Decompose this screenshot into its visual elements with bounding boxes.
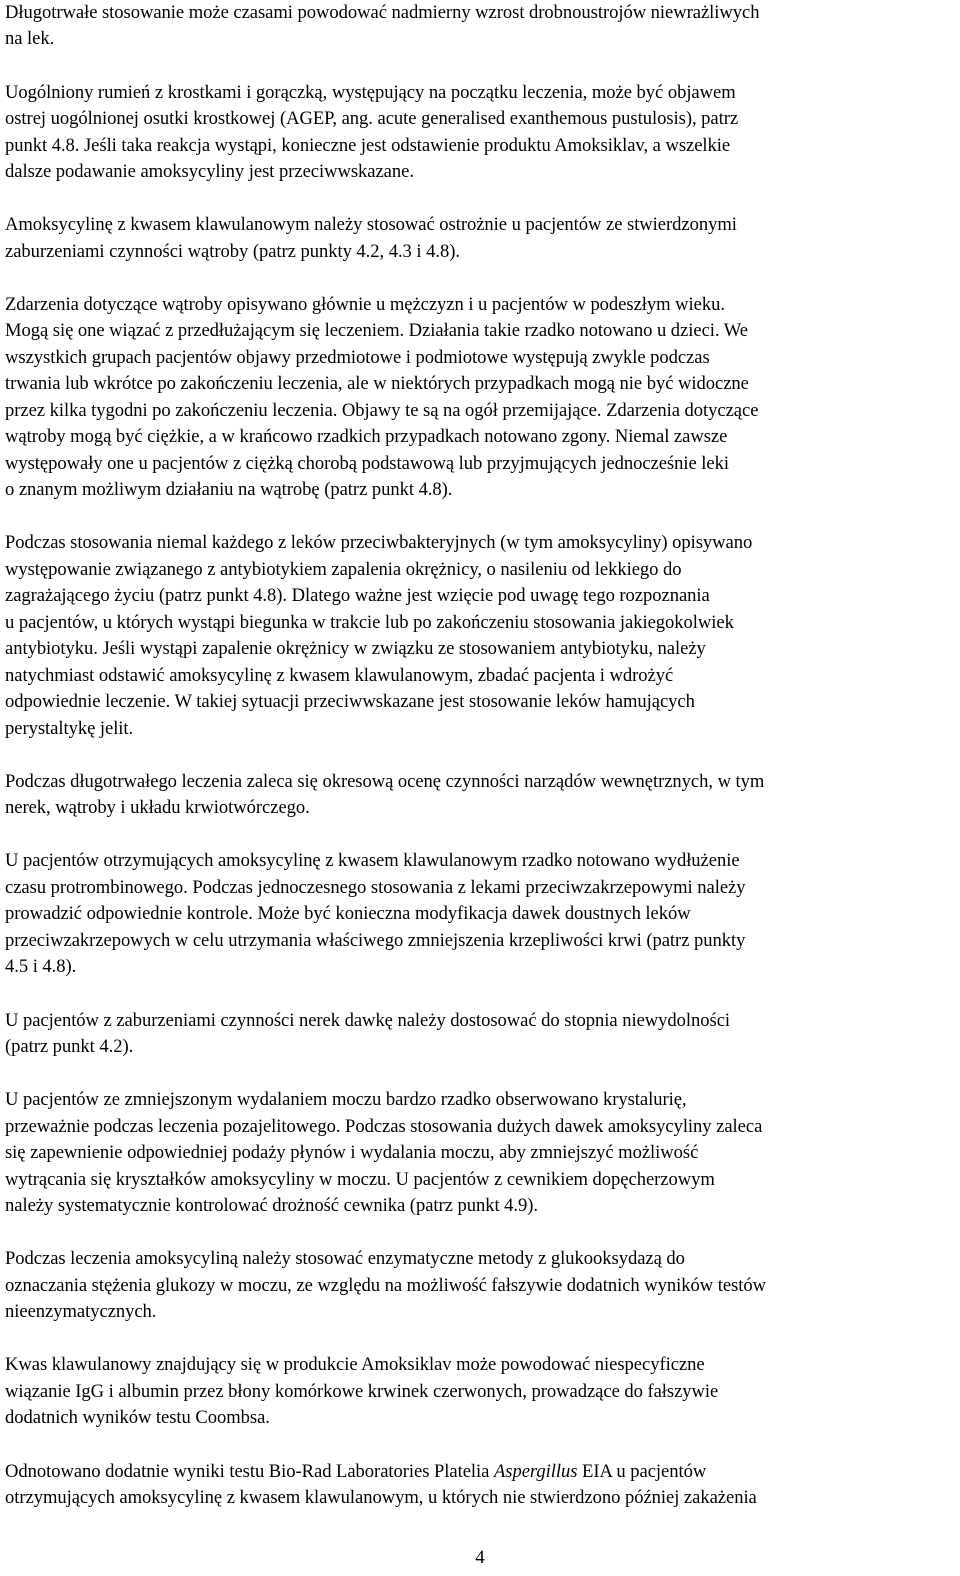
p1-line-2: na lek. xyxy=(5,28,55,49)
p9-line-1: U pacjentów ze zmniejszonym wydalaniem moczu bardzo rzadko obserwowano krystalurię, xyxy=(5,1089,687,1110)
p12-line-1-start: Odnotowano dodatnie wyniki testu Bio-Rad Laboratories Platelia xyxy=(5,1461,494,1482)
p5-line-5: antybiotyku. Jeśli wystąpi zapalenie okrężnicy w związku ze stosowaniem antybiotyku, należy xyxy=(5,638,706,659)
p9-line-4: wytrącania się kryształków amoksycyliny w moczu. U pacjentów z cewnikiem dopęcherzowym xyxy=(5,1169,715,1190)
p8-line-1: U pacjentów z zaburzeniami czynności nerek dawkę należy dostosować do stopnia niewydolności xyxy=(5,1010,731,1031)
p5-line-2: występowanie związanego z antybiotykiem zapalenia okrężnicy, o nasileniu od lekkiego do xyxy=(5,559,682,580)
p9-line-5: należy systematycznie kontrolować drożność cewnika (patrz punkt 4.9). xyxy=(5,1195,538,1216)
p4-line-5: przez kilka tygodni po zakończeniu leczenia. Objawy te są na ogół przemijające. Zdarzenia dotyczące xyxy=(5,400,759,421)
p9-line-3: się zapewnienie odpowiedniej podaży płynów i wydalania moczu, aby zmniejszyć możliwość xyxy=(5,1142,699,1163)
p7-line-4: przeciwzakrzepowych w celu utrzymania właściwego zmniejszenia krzepliwości krwi (patrz punkty xyxy=(5,930,746,951)
p3-line-2: zaburzeniami czynności wątroby (patrz punkty 4.2, 4.3 i 4.8). xyxy=(5,241,460,262)
p7-line-2: czasu protrombinowego. Podczas jednoczesnego stosowania z lekami przeciwzakrzepowymi należy xyxy=(5,877,746,898)
p5-line-1: Podczas stosowania niemal każdego z leków przeciwbakteryjnych (w tym amoksycyliny) opisywano xyxy=(5,532,753,553)
p4-line-1: Zdarzenia dotyczące wątroby opisywano głównie u mężczyzn i u pacjentów w podeszłym wieku. xyxy=(5,294,725,315)
p4-line-3: wszystkich grupach pacjentów objawy przedmiotowe i podmiotowe występują zwykle podczas xyxy=(5,347,710,368)
p2-line-4: dalsze podawanie amoksycyliny jest przeciwwskazane. xyxy=(5,161,414,182)
p12-line-2: otrzymujących amoksycylinę z kwasem klawulanowym, u których nie stwierdzono później zakażenia xyxy=(5,1487,757,1508)
p10-line-1: Podczas leczenia amoksycyliną należy stosować enzymatyczne metody z glukooksydazą do xyxy=(5,1248,685,1269)
p7-line-3: prowadzić odpowiednie kontrole. Może być konieczna modyfikacja dawek doustnych leków xyxy=(5,903,691,924)
p12-line-1-italic: Aspergillus xyxy=(493,1461,578,1482)
p2-line-1: Uogólniony rumień z krostkami i gorączką, występujący na początku leczenia, może być objawem xyxy=(5,82,736,103)
p2-line-2: ostrej uogólnionej osutki krostkowej (AGEP, ang. acute generalised exanthemous pustulosis), patrz xyxy=(5,108,739,129)
p1-line-1: Długotrwałe stosowanie może czasami powodować nadmierny wzrost drobnoustrojów niewrażliwych xyxy=(5,2,760,23)
p5-line-8: perystaltykę jelit. xyxy=(5,718,134,739)
p10-line-2: oznaczania stężenia glukozy w moczu, ze względu na możliwość fałszywie dodatnich wyników testów xyxy=(5,1275,766,1296)
p9-line-2: przeważnie podczas leczenia pozajelitowego. Podczas stosowania dużych dawek amoksycyliny zaleca xyxy=(5,1116,763,1137)
p4-line-7: występowały one u pacjentów z ciężką chorobą podstawową lub przyjmujących jednocześnie leki xyxy=(5,453,729,474)
p5-line-6: natychmiast odstawić amoksycylinę z kwasem klawulanowym, zbadać pacjenta i wdrożyć xyxy=(5,665,674,686)
p6-line-1: Podczas długotrwałego leczenia zaleca się okresową ocenę czynności narządów wewnętrznych, w tym xyxy=(5,771,765,792)
page-number: 4 xyxy=(475,1547,485,1568)
p5-line-7: odpowiednie leczenie. W takiej sytuacji przeciwwskazane jest stosowanie leków hamujących xyxy=(5,691,695,712)
p7-line-5: 4.5 i 4.8). xyxy=(5,956,77,977)
p5-line-4: u pacjentów, u których wystąpi biegunka w trakcie lub po zakończeniu stosowania jakiegokolwiek xyxy=(5,612,734,633)
p11-line-2: wiązanie IgG i albumin przez błony komórkowe krwinek czerwonych, prowadzące do fałszywie xyxy=(5,1381,719,1402)
p3-line-1: Amoksycylinę z kwasem klawulanowym należy stosować ostrożnie u pacjentów ze stwierdzonymi xyxy=(5,214,737,235)
p11-line-1: Kwas klawulanowy znajdujący się w produkcie Amoksiklav może powodować niespecyficzne xyxy=(5,1354,705,1375)
p2-line-3: punkt 4.8. Jeśli taka reakcja wystąpi, konieczne jest odstawienie produktu Amoksiklav, a wszelkie xyxy=(5,135,731,156)
p7-line-1: U pacjentów otrzymujących amoksycylinę z kwasem klawulanowym rzadko notowano wydłużenie xyxy=(5,850,740,871)
p8-line-2: (patrz punkt 4.2). xyxy=(5,1036,134,1057)
p10-line-3: nieenzymatycznych. xyxy=(5,1301,157,1322)
p4-line-4: trwania lub wkrótce po zakończeniu leczenia, ale w niektórych przypadkach mogą nie być widoczne xyxy=(5,373,749,394)
p11-line-3: dodatnich wyników testu Coombsa. xyxy=(5,1407,270,1428)
p12-line-1-end: EIA u pacjentów xyxy=(577,1461,707,1482)
p4-line-8: o znanym możliwym działaniu na wątrobę (patrz punkt 4.8). xyxy=(5,479,453,500)
p4-line-2: Mogą się one wiązać z przedłużającym się leczeniem. Działania takie rzadko notowano u dzieci. We xyxy=(5,320,748,341)
p12-line-1 xyxy=(5,1459,706,1486)
p5-line-3: zagrażającego życiu (patrz punkt 4.8). Dlatego ważne jest wzięcie pod uwagę tego rozpoznania xyxy=(5,585,710,606)
p4-line-6: wątroby mogą być ciężkie, a w krańcowo rzadkich przypadkach notowano zgony. Niemal zawsze xyxy=(5,426,728,447)
p6-line-2: nerek, wątroby i układu krwiotwórczego. xyxy=(5,797,310,818)
